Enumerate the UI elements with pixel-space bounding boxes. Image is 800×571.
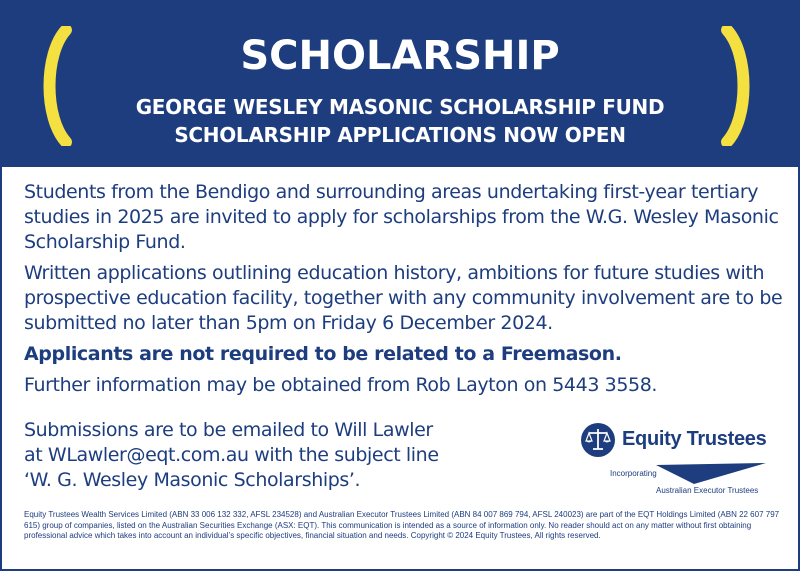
logo-name: Equity Trustees [622, 428, 767, 450]
scales-of-justice-icon [580, 422, 616, 458]
logo-incorporating: Incorporating [610, 469, 657, 478]
submission-line-1: Submissions are to be emailed to Will Lawler [24, 419, 433, 441]
logo-sub-brand: Australian Executor Trustees [656, 486, 759, 495]
applications-open-heading: SCHOLARSHIP APPLICATIONS NOW OPEN [174, 123, 626, 147]
equity-trustees-logo [580, 422, 780, 502]
application-requirements-paragraph: Written applications outlining education history, ambitions for future studies with prospective education facility, together with any community involvement are to be submitted no later than 5pm on Friday 6 December 2024. [24, 262, 783, 334]
body-text [24, 180, 784, 404]
freemason-note: Applicants are not required to be related to a Freemason. [24, 343, 622, 365]
eligibility-paragraph: Students from the Bendigo and surrounding areas undertaking first-year tertiary studies in 2025 are invited to apply for scholarships from the W.G. Wesley Masonic Scholarship Fund. [24, 181, 779, 253]
swoosh-icon [656, 462, 766, 486]
header-banner [2, 2, 798, 167]
submission-line-3: ‘W. G. Wesley Masonic Scholarships’. [24, 469, 361, 491]
submission-instructions [24, 418, 544, 493]
page-title: SCHOLARSHIP [240, 33, 560, 79]
contact-paragraph: Further information may be obtained from Rob Layton on 5443 3558. [24, 374, 658, 396]
fund-name-heading: GEORGE WESLEY MASONIC SCHOLARSHIP FUND [135, 95, 665, 119]
legal-disclaimer: Equity Trustees Wealth Services Limited (ABN 33 006 132 332, AFSL 234528) and Australian Executor Trustees Limited (ABN 84 007 869 794, AFSL 240023) are part of the EQT Holdings Limited (ABN 22 607 797 615) group of companies, listed on the Australian Securities Exchange (ASX: EQT). This communication is intended as a source of information only. No reader should act on any matter without first obtaining professional advice which takes into account an individual’s specific objectives, financial situation and needs. Copyright © 2024 Equity Trustees, All rights reserved. [24, 510, 780, 540]
submission-line-2: at WLawler@eqt.com.au with the subject line [24, 444, 439, 466]
